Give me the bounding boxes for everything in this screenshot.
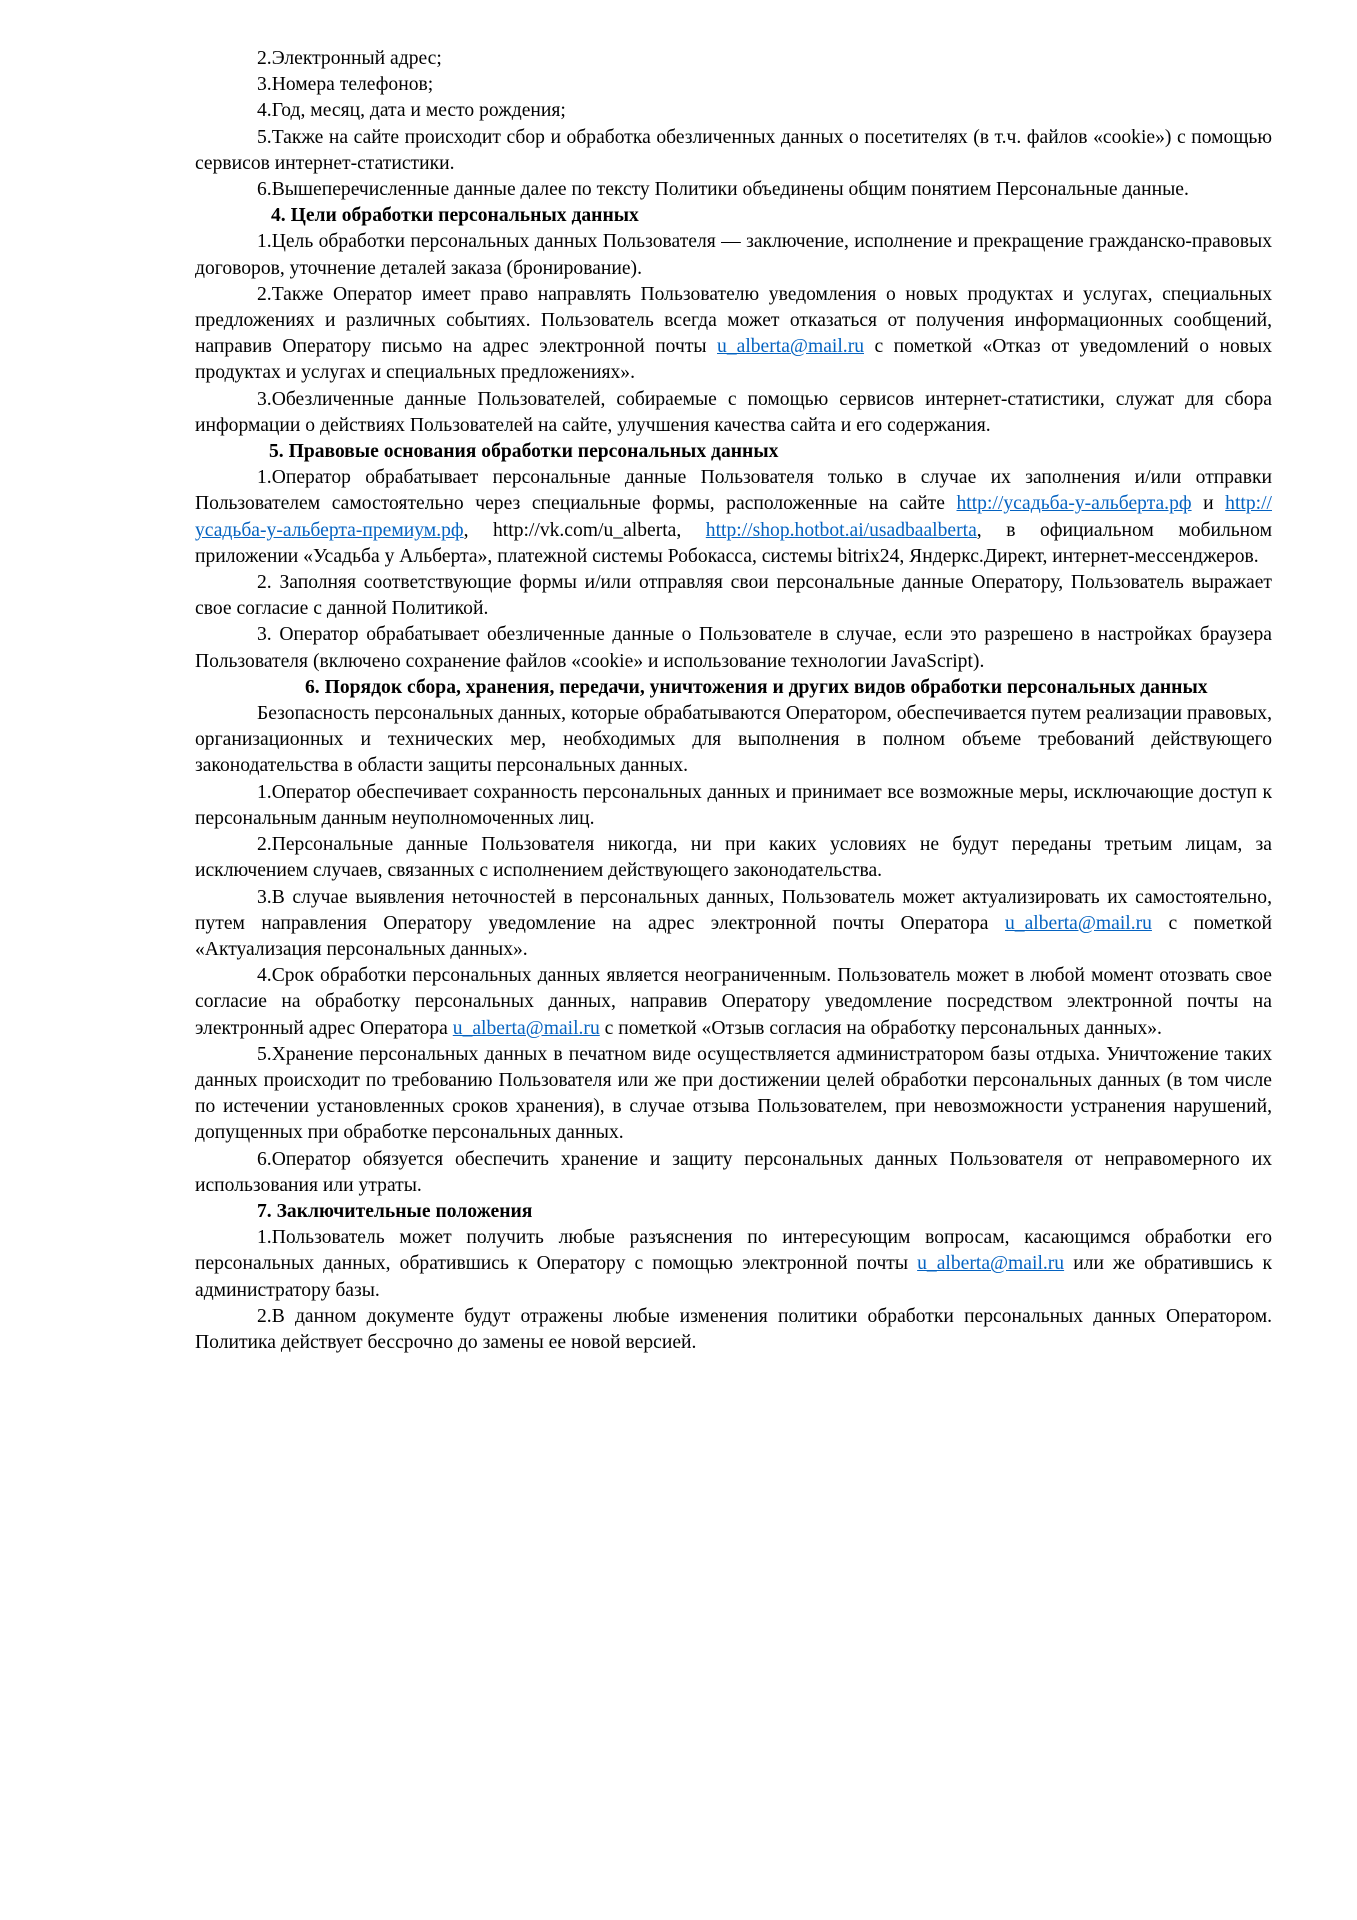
document-page <box>195 46 1272 1356</box>
website-premium-link[interactable]: http://усадьба-у-альберта-премиум.рф <box>195 493 1272 541</box>
section-5-paragraph-3: 3. Оператор обрабатывает обезличенные данные о Пользователе в случае, если это разрешено в настройках браузера Пользователя (включено сохранение файлов «cookie» и использование технологии JavaScript). <box>195 624 1272 672</box>
email-link[interactable]: u_alberta@mail.ru <box>1004 912 1152 934</box>
section-6-paragraph-1: 1.Оператор обеспечивает сохранность персональных данных и принимает все возможные меры, исключающие доступ к персональным данным неуполномоченных лиц. <box>195 781 1272 829</box>
section-6-paragraph-2: 2.Персональные данные Пользователя никогда, ни при каких условиях не будут переданы третьим лицам, за исключением случаев, связанных с исполнением действующего законодательства. <box>195 834 1272 882</box>
text-span: 2.Также Оператор имеет право направлять Пользователю уведомления о новых продуктах и услугах, специальных предложениях и различных событиях. Пользователь всегда может отказаться от получения информационных сообщений, направив Оператору письмо на адрес электронной почты <box>195 283 1272 358</box>
section-5-heading: 5. Правовые основания обработки персональных данных <box>269 441 779 463</box>
list-item: 4.Год, месяц, дата и место рождения; <box>257 100 566 122</box>
section-6-heading: 6. Порядок сбора, хранения, передачи, уничтожения и других видов обработки персональных данных <box>305 676 1208 698</box>
section-4-paragraph-2 <box>195 282 1272 387</box>
section-5-paragraph-2: 2. Заполняя соответствующие формы и/или отправляя свои персональные данные Оператору, Пользователь выражает свое согласие с данной Политикой. <box>195 572 1272 620</box>
section-5-paragraph-1 <box>195 465 1272 570</box>
text-span: или же обратившись к администратору базы. <box>195 1253 1272 1301</box>
section-6-intro: Безопасность персональных данных, которые обрабатываются Оператором, обеспечивается путем реализации правовых, организационных и технических мер, необходимых для выполнения в полном объеме требований действующего законодательства в области защиты персональных данных. <box>195 703 1272 777</box>
text-span: , http://vk.com/u_alberta, <box>463 519 706 541</box>
section-4-paragraph-1: 1.Цель обработки персональных данных Пользователя — заключение, исполнение и прекращение гражданско-правовых договоров, уточнение деталей заказа (бронирование). <box>195 231 1272 279</box>
email-link[interactable]: u_alberta@mail.ru <box>452 1017 600 1039</box>
list-item: 3.Номера телефонов; <box>257 74 434 96</box>
section-6-paragraph-3 <box>195 885 1272 964</box>
section-4-paragraph-3: 3.Обезличенные данные Пользователей, собираемые с помощью сервисов интернет-статистики, служат для сбора информации о действиях Пользователей на сайте, улучшения качества сайта и его содержания. <box>195 388 1272 436</box>
section-6-paragraph-6: 6.Оператор обязуется обеспечить хранение и защиту персональных данных Пользователя от неправомерного их использования или утраты. <box>195 1148 1272 1196</box>
shop-link[interactable]: http://shop.hotbot.ai/usadbaalberta <box>705 519 977 541</box>
text-span: 1.Оператор обрабатывает персональные данные Пользователя только в случае их заполнения и/или отправки Пользователем самостоятельно через специальные формы, расположенные на сайте <box>195 467 1272 515</box>
email-link[interactable]: u_alberta@mail.ru <box>917 1253 1065 1275</box>
text-span: с пометкой «Актуализация персональных данных». <box>195 912 1272 960</box>
list-item: 6.Вышеперечисленные данные далее по тексту Политики объединены общим понятием Персональные данные. <box>257 179 1189 201</box>
section-6-paragraph-4 <box>195 963 1272 1042</box>
section-7-paragraph-1 <box>195 1225 1272 1304</box>
text-span: 4.Срок обработки персональных данных является неограниченным. Пользователь может в любой момент отозвать свое согласие на обработку персональных данных, направив Оператору уведомление посредством электронной почты на электронный адрес Оператора <box>195 965 1272 1039</box>
text-span: с пометкой «Отказ от уведомлений о новых продуктах и услугах и специальных предложениях». <box>195 336 1272 384</box>
text-span: , в официальном мобильном приложении «Усадьба у Альберта», платежной системы Робокасса, системы bitrix24, Яндеркс.Директ, интернет-мессенджеров. <box>195 519 1272 567</box>
text-span: с пометкой «Отзыв согласия на обработку персональных данных». <box>599 1017 1162 1039</box>
list-item: 2.Электронный адрес; <box>257 48 442 69</box>
section-7-paragraph-2: 2.В данном документе будут отражены любые изменения политики обработки персональных данных Оператором. Политика действует бессрочно до замены ее новой версией. <box>195 1305 1272 1353</box>
list-item: 5.Также на сайте происходит сбор и обработка обезличенных данных о посетителях (в т.ч. файлов «cookie») с помощью сервисов интернет-статистики. <box>195 126 1272 174</box>
section-7-heading: 7. Заключительные положения <box>257 1200 533 1222</box>
section-6-paragraph-5: 5.Хранение персональных данных в печатном виде осуществляется администратором базы отдыха. Уничтожение таких данных происходит по требованию Пользователя или же при достижении целей обработки персональных данных (в том числе по истечении установленных сроков хранения), в случае отзыва Пользователем, при невозможности устранения нарушений, допущенных при обработке персональных данных. <box>195 1043 1272 1144</box>
section-4-heading: 4. Цели обработки персональных данных <box>271 205 639 227</box>
website-link[interactable]: http://усадьба-у-альберта.рф <box>956 493 1192 515</box>
text-span: 3.В случае выявления неточностей в персональных данных, Пользователь может актуализировать их самостоятельно, путем направления Оператору уведомление на адрес электронной почты Оператора <box>195 886 1272 934</box>
email-link[interactable]: u_alberta@mail.ru <box>717 336 865 358</box>
text-span: 1.Пользователь может получить любые разъяснения по интересующим вопросам, касающимся обработки его персональных данных, обратившись к Оператору с помощью электронной почты <box>195 1227 1272 1275</box>
text-span: и <box>1191 493 1226 515</box>
